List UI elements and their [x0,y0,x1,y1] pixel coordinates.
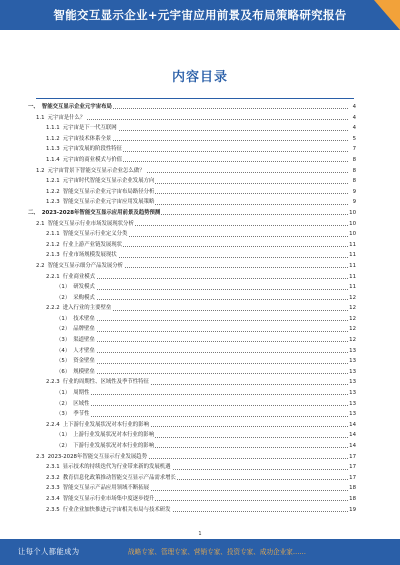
toc-entry-number: 1.1.1 [46,125,60,132]
toc-entry-number: 2.1.2 [46,241,60,248]
toc-entry-title: 行业企业加快推进元宇宙相关布局与技术研发 [62,506,171,513]
toc-entry[interactable] [28,219,356,230]
toc-entry-title: 下游行业发展状况对本行业的影响 [73,443,155,449]
toc-entry-title: 区域性 [73,400,90,407]
toc-entry-number: 1.1.3 [46,146,60,153]
toc-entry-page: 13 [349,400,356,407]
toc-entry-number: 2.2.1 [46,273,60,280]
toc-entry[interactable] [28,272,356,283]
toc-entry-number: 2.2.2 [46,305,60,312]
toc-entry-page: 8 [352,156,356,163]
toc-entry-page: 11 [349,284,356,291]
toc-entry-page: 18 [349,495,356,502]
toc-entry-number: 2.3.1 [46,464,60,471]
table-of-contents [28,102,356,515]
toc-entry-title: 渠道壁垒 [73,337,95,344]
toc-entry[interactable] [28,303,356,314]
toc-entry[interactable] [28,505,356,516]
toc-entry-page: 10 [349,220,356,227]
toc-entry-page: 13 [349,347,356,354]
footer-roles: 战略专家、管理专家、营销专家、投资专家、成功企业家…… [128,548,307,556]
toc-entry[interactable] [28,409,356,420]
toc-entry-page: 14 [349,432,356,439]
toc-leader-dots [56,341,348,342]
toc-entry-number: 2.1.3 [46,252,60,259]
toc-entry-number: 2.2 [36,262,45,269]
toc-leader-dots [56,352,348,353]
toc-entry-page: 12 [349,294,356,301]
toc-entry-number: 1.2.3 [46,199,60,206]
toc-entry-page: 17 [349,453,356,460]
toc-entry-number: 一、 [28,104,39,110]
toc-entry[interactable] [28,250,356,261]
toc-leader-dots [56,373,348,374]
toc-entry-title: 显示技术的持续迭代为行业带来新的发展机遇 [62,464,171,471]
toc-entry-title: 技术壁垒 [73,315,95,322]
toc-entry-page: 11 [349,252,356,259]
toc-entry-page: 19 [349,506,356,513]
toc-entry-number: （1） [56,390,71,397]
toc-entry-page: 13 [349,411,356,418]
toc-heading: 内容目录 [171,70,228,85]
toc-entry-page: 10 [349,231,356,238]
toc-entry-page: 10 [349,209,356,216]
toc-entry-number: 1.2.2 [46,188,60,195]
toc-entry[interactable] [28,494,356,505]
toc-entry-title: 研发模式 [73,284,95,291]
toc-entry[interactable] [28,293,356,304]
toc-entry-title: 元宇宙是什么？ [47,114,86,121]
toc-entry-number: （3） [56,337,71,344]
toc-entry[interactable] [28,388,356,399]
toc-entry-page: 9 [352,188,356,195]
toc-entry-page: 12 [349,326,356,333]
toc-entry-title: 智能交互显示企业元宇宙应用发展策略 [62,199,155,206]
toc-entry-page: 14 [349,421,356,428]
toc-entry-number: （2） [56,443,71,449]
toc-entry-number: 2.3 [36,453,45,460]
toc-entry-page: 9 [352,199,356,206]
toc-entry-page: 13 [349,368,356,375]
toc-entry-page: 7 [352,146,356,153]
toc-entry-title: 行业市场规模发展现状 [62,252,117,259]
toc-entry[interactable] [28,134,356,145]
toc-entry-page: 12 [349,315,356,322]
toc-entry-title: 采购模式 [73,294,95,301]
toc-entry-number: 1.2.1 [46,178,60,185]
toc-entry-title: 行业商业模式 [62,273,96,280]
toc-entry-title: 规模壁垒 [73,368,95,375]
toc-entry-page: 12 [349,337,356,344]
toc-entry-number: （4） [56,347,71,354]
toc-entry-page: 11 [349,241,356,248]
toc-entry-page: 13 [349,390,356,397]
toc-entry-number: 2.1.1 [46,231,60,238]
toc-entry-title: 教育信息化政策推动智能交互显示产品需求增长 [62,474,176,481]
toc-entry[interactable] [28,314,356,325]
toc-entry-number: 1.1.2 [46,135,60,142]
toc-entry-page: 5 [352,135,356,142]
toc-entry[interactable] [28,377,356,388]
toc-entry-title: 智能交互显示企业元宇宙布局路径分析 [62,188,155,195]
footer-slogan: 让每个人都能成为 [18,547,80,556]
toc-entry[interactable] [28,483,356,494]
toc-entry-title: 元宇宙的商业模式与价值 [62,156,123,163]
toc-entry-title: 上下游行业发展状况对本行业的影响 [62,421,149,428]
toc-entry-title: 元宇宙是下一代互联网 [62,125,117,132]
toc-entry-title: 进入行业的主要壁垒 [62,305,112,312]
toc-entry[interactable] [28,229,356,240]
toc-entry-number: 2.2.3 [46,379,60,386]
toc-entry-number: 2.3.3 [46,485,60,492]
toc-leader-dots [56,331,348,332]
toc-entry-title: 元宇宙发展的阶段性特征 [62,146,123,153]
toc-entry[interactable] [28,420,356,431]
toc-leader-dots [56,299,348,300]
toc-entry-title: 元宇宙时代智能交互显示企业发展方向 [62,178,155,185]
toc-entry-number: （2） [56,294,71,301]
toc-entry-number: 1.1.4 [46,156,60,163]
toc-entry-title: 资金壁垒 [73,358,95,365]
toc-entry-title: 季节性 [73,411,90,418]
toc-entry-title: 2023-2028年智能交互显示行业发展趋势 [47,453,148,460]
footer-bar [0,539,400,565]
toc-entry-number: 2.3.5 [46,506,60,513]
toc-entry-page: 4 [352,104,356,110]
toc-entry-page: 17 [349,464,356,471]
toc-divider [36,98,354,99]
toc-entry-page: 8 [352,178,356,185]
toc-entry[interactable] [28,346,356,357]
toc-entry-title: 人才壁垒 [73,347,95,354]
toc-entry[interactable] [28,113,356,124]
toc-entry-page: 18 [349,485,356,492]
toc-entry[interactable] [28,155,356,166]
toc-entry-page: 17 [349,474,356,481]
toc-entry[interactable] [28,166,356,177]
toc-entry-page: 11 [349,262,356,269]
toc-entry-number: （3） [56,411,71,418]
toc-entry[interactable] [28,187,356,198]
toc-entry-number: 二、 [28,209,39,216]
toc-entry-number: 1.1 [36,114,45,121]
toc-entry[interactable] [28,176,356,187]
toc-leader-dots [56,320,348,321]
page-number: 1 [198,531,202,537]
toc-entry-page: 4 [352,125,356,132]
toc-entry-title: 元宇宙背景下智能交互显示企业怎么做？ [47,167,145,174]
toc-entry-number: 2.2.4 [46,421,60,428]
toc-entry[interactable] [28,399,356,410]
toc-entry[interactable] [28,208,356,219]
toc-entry[interactable] [28,473,356,484]
toc-entry-title: 2023-2028年智能交互显示应用前景及趋势预测 [41,209,161,216]
toc-entry[interactable] [28,335,356,346]
toc-entry[interactable] [28,282,356,293]
toc-entry[interactable] [28,240,356,251]
toc-entry-title: 周期性 [73,390,90,397]
toc-entry-number: 2.3.4 [46,495,60,502]
toc-entry-page: 13 [349,358,356,365]
report-title: 智能交互显示企业+元宇宙应用前景及布局策略研究报告 [53,8,347,22]
toc-entry[interactable] [28,441,356,452]
toc-entry-title: 智能交互显示产品应用领域不断拓展 [62,485,149,492]
toc-entry[interactable] [28,430,356,441]
toc-leader-dots [56,416,348,417]
toc-entry-page: 4 [352,114,356,121]
toc-entry[interactable] [28,452,356,463]
toc-entry-number: （2） [56,400,71,407]
toc-entry[interactable] [28,324,356,335]
toc-entry[interactable] [28,261,356,272]
toc-entry-page: 8 [352,167,356,174]
toc-entry[interactable] [28,462,356,473]
toc-entry-number: （1） [56,315,71,322]
toc-entry-number: 1.2 [36,167,45,174]
toc-entry-number: （1） [56,284,71,291]
toc-entry[interactable] [28,197,356,208]
toc-entry[interactable] [28,123,356,134]
toc-leader-dots [56,405,348,406]
toc-entry-number: 2.3.2 [46,474,60,481]
toc-entry-number: （5） [56,358,71,365]
toc-entry-page: 12 [349,305,356,312]
toc-entry-title: 品牌壁垒 [73,326,95,333]
toc-entry-title: 元宇宙技术体系全景 [62,135,112,142]
toc-leader-dots [56,289,348,290]
toc-entry-title: 智能交互显示企业元宇宙布局 [41,104,112,110]
toc-entry-page: 11 [349,273,356,280]
report-header-bar [0,0,400,30]
toc-entry[interactable] [28,102,356,113]
toc-entry-number: （2） [56,326,71,333]
toc-entry-title: 智能交互显示行业定义分类 [62,231,128,238]
toc-entry[interactable] [28,144,356,155]
toc-entry[interactable] [28,356,356,367]
toc-leader-dots [56,394,348,395]
toc-entry-title: 行业上游产业链发展现状 [62,241,123,248]
toc-entry-number: 2.1 [36,220,45,227]
toc-entry-number: （1） [56,432,71,439]
toc-entry-title: 上游行业发展状况对本行业的影响 [73,432,155,439]
toc-entry-title: 智能交互显示行业市场集中度逐步提升 [62,495,155,502]
toc-entry-page: 13 [349,379,356,386]
toc-entry-title: 智能交互显示行业市场发展现状分析 [47,220,134,227]
toc-entry-number: （6） [56,368,71,375]
toc-entry[interactable] [28,367,356,378]
toc-entry-title: 智能交互显示细分产品发展分析 [47,262,124,269]
toc-leader-dots [56,363,348,364]
toc-entry-page: 14 [349,443,356,449]
toc-entry-title: 行业的周期性、区域性及季节性特征 [62,379,149,386]
